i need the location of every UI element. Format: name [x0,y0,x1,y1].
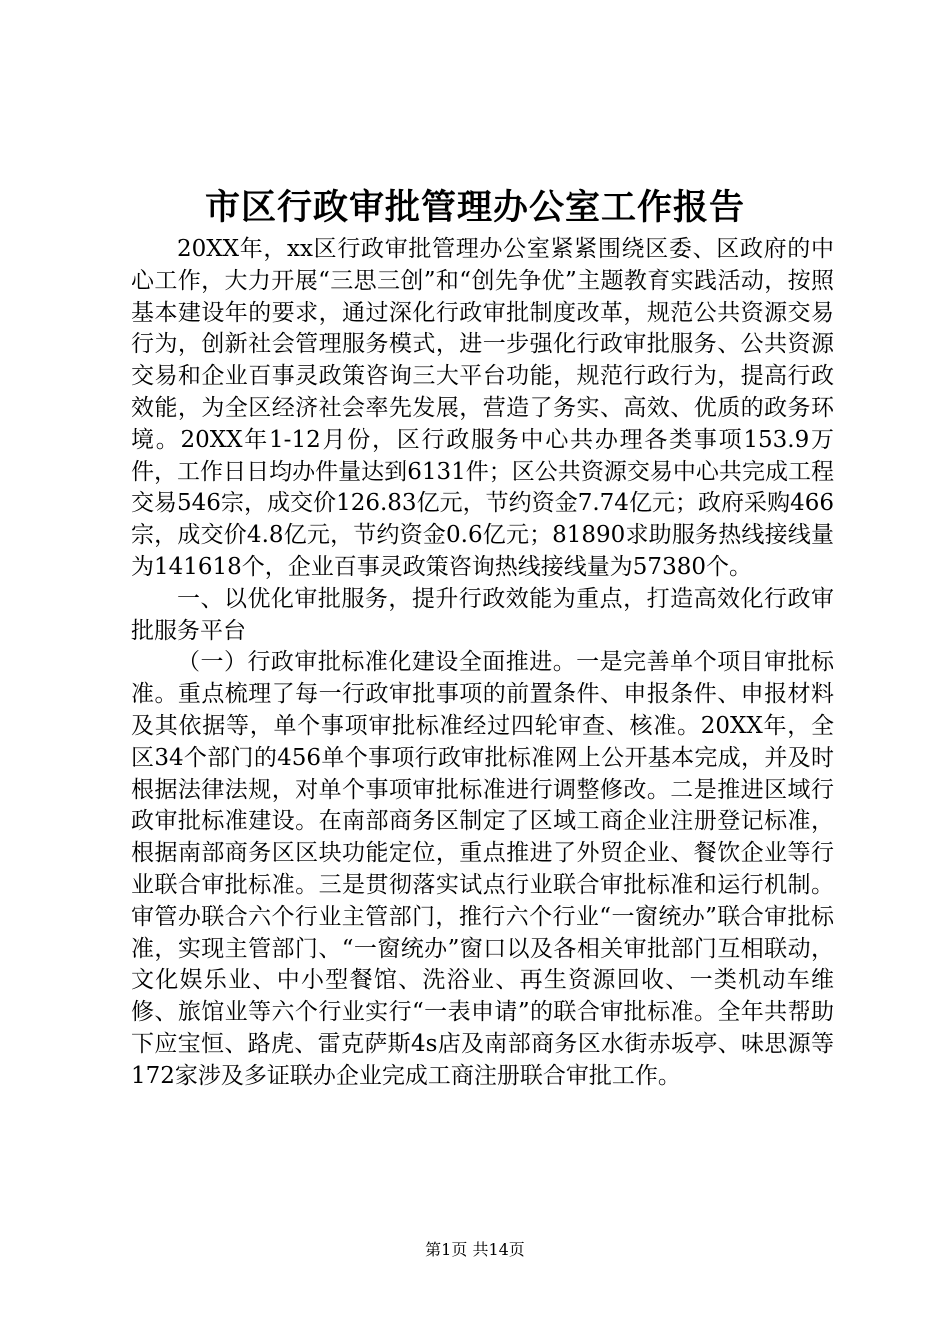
document-title: 市区行政审批管理办公室工作报告 [204,187,745,228]
paragraph-section-heading: 一、以优化审批服务，提升行政效能为重点，打造高效化行政审批服务平台 [131,585,834,644]
page-footer: 第1页 共14页 [425,1240,525,1259]
paragraph-intro: 20XX年，xx区行政审批管理办公室紧紧围绕区委、区政府的中心工作，大力开展“三思三创”和“创先争优”主题教育实践活动，按照基本建设年的要求，通过深化行政审批制度改革，规范公共资源交易行为，创新社会管理服务模式，进一步强化行政审批服务、公共资源交易和企业百事灵政策咨询三大平台功能，规范行政行为，提高行政效能，为全区经济社会率先发展，营造了务实、高效、优质的政务环境。20XX年1-12月份，区行政服务中心共办理各类事项153.9万件，工作日日均办件量达到6131件；区公共资源交易中心共完成工程交易546宗，成交价126.83亿元，节约资金7.74亿元；政府采购466宗，成交价4.8亿元，节约资金0.6亿元；81890求助服务热线接线量为141618个，企业百事灵政策咨询热线接线量为57380个。 [131,236,834,580]
document-body [131,234,834,1093]
paragraph-subsection: （一）行政审批标准化建设全面推进。一是完善单个项目审批标准。重点梳理了每一行政审批事项的前置条件、申报条件、申报材料及其依据等，单个事项审批标准经过四轮审查、核准。20XX年，全区34个部门的456单个事项行政审批标准网上公开基本完成，并及时根据法律法规，对单个事项审批标准进行调整修改。二是推进区域行政审批标准建设。在南部商务区制定了区域工商企业注册登记标准，根据南部商务区区块功能定位，重点推进了外贸企业、餐饮企业等行业联合审批标准。三是贯彻落实试点行业联合审批标准和运行机制。审管办联合六个行业主管部门，推行六个行业“一窗统办”联合审批标准，实现主管部门、“一窗统办”窗口以及各相关审批部门互相联动，文化娱乐业、中小型餐馆、洗浴业、再生资源回收、一类机动车维修、旅馆业等六个行业实行“一表申请”的联合审批标准。全年共帮助下应宝恒、路虎、雷克萨斯4s店及南部商务区水街赤坂亭、味思源等172家涉及多证联办企业完成工商注册联合审批工作。 [131,649,834,1089]
